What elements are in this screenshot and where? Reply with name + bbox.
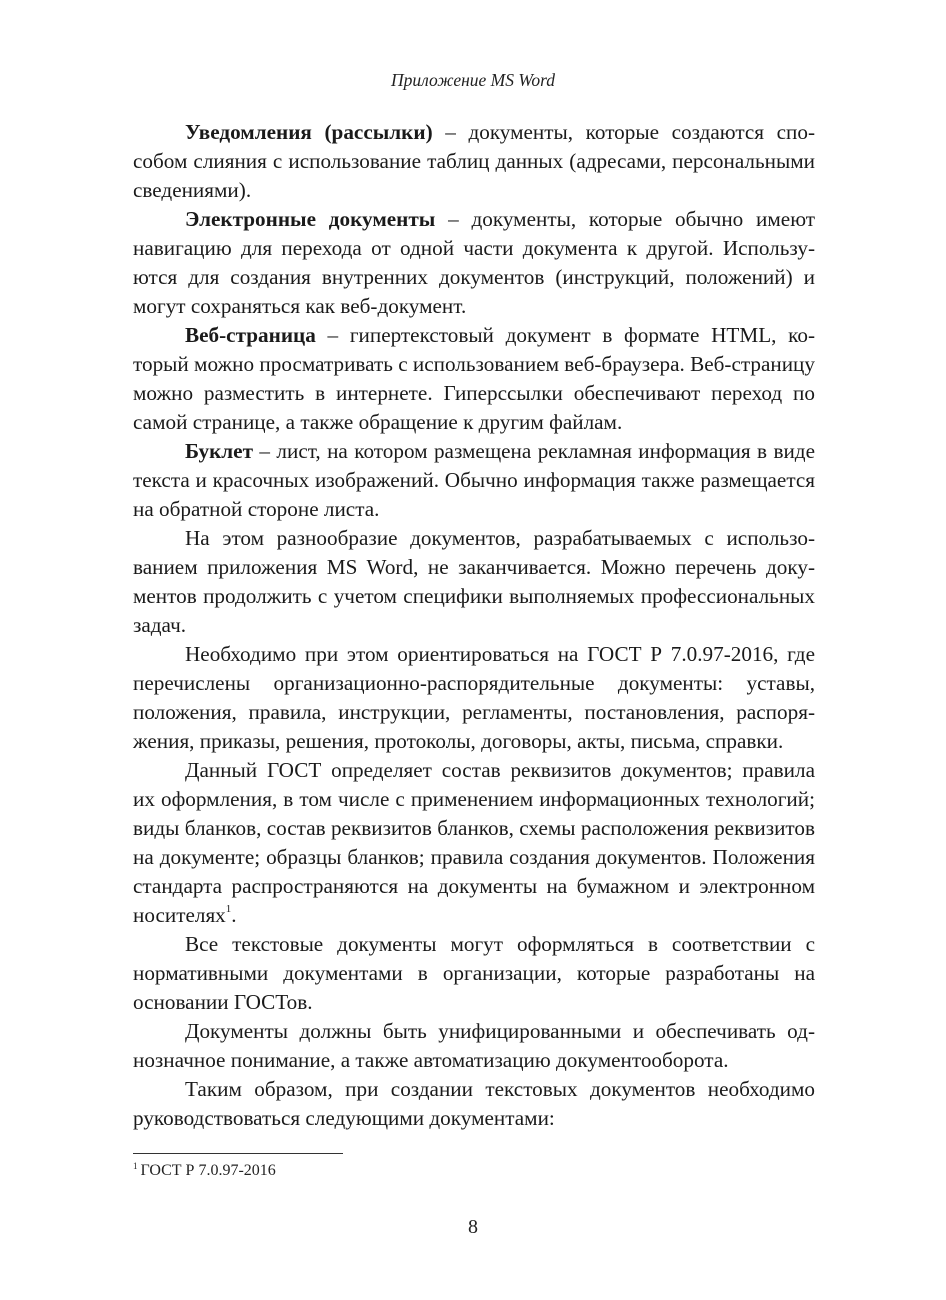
paragraph-text: Данный ГОСТ определяет состав реквизитов документов; правила их оформления, в том числе с применением информационных технологий; виды бланков, состав реквизитов бланков, схемы расположения реквизитов на документе; образцы бланков; правила создания документов. Положения стандарта распространяются на документы на бумажном и электронном носителях [133, 758, 815, 927]
paragraph-text: – документы, которые создаются способом слияния с использование таблиц данных (адресами, персональными сведениями). [133, 120, 816, 202]
paragraph-end: . [231, 903, 237, 927]
footnote-separator [133, 1153, 343, 1154]
term-web-page: Веб-страница [185, 323, 316, 347]
paragraph-text: – гипертекстовый документ в формате HTML, который можно просматривать с использованием веб-браузера. Веб-страницу можно разместить в интернете. Гиперссылки обеспечивают переход по самой странице, а также обращение к другим файлам. [133, 323, 815, 434]
paragraph-normative: Все текстовые документы могут оформляться в соответствии с нормативными документами в организации, которые разработаны на основании ГОСТов. [133, 932, 815, 1014]
running-header: Приложение MS Word [390, 70, 556, 90]
paragraph-gost-reference: Необходимо при этом ориентироваться на ГОСТ Р 7.0.97-2016, где перечислены организационно-распорядительные документы: уставы, положения, правила, инструкции, регламенты, постановления, распоряжения, приказы, решения, протоколы, договоры, акты, письма, справки. [133, 642, 815, 753]
paragraph-unified: Документы должны быть унифицированными и обеспечивать однозначное понимание, а также автоматизацию документооборота. [133, 1019, 815, 1072]
paragraph-variety: На этом разнообразие документов, разрабатываемых с использованием приложения MS Word, не заканчивается. Можно перечень документов продолжить с учетом специфики выполняемых профессиональных задач. [133, 526, 815, 637]
paragraph-conclusion: Таким образом, при создании текстовых документов необходимо руководствоваться следующими документами: [133, 1077, 815, 1130]
footnote [133, 1161, 276, 1180]
footnote-marker: 1 [133, 1161, 138, 1171]
paragraph-booklet [133, 437, 815, 524]
paragraph-text: – лист, на котором размещена рекламная информация в виде текста и красочных изображений. Обычно информация также размещается на обратной стороне листа. [133, 439, 815, 521]
page-body [133, 118, 815, 1133]
paragraph-notifications [133, 118, 815, 205]
term-booklet: Буклет [185, 439, 253, 463]
footnote-reference[interactable]: 1 [225, 903, 232, 915]
term-electronic-documents: Электронные документы [185, 207, 436, 231]
term-notifications: Уведомления (рассылки) [185, 120, 433, 144]
paragraph-electronic-documents [133, 205, 815, 321]
paragraph-text: – документы, которые обычно имеют навигацию для перехода от одной части документа к другой. Используются для создания внутренних документов (инструкций, положений) и могут сохраняться как веб-документ. [133, 207, 815, 318]
paragraph-gost-scope [133, 756, 815, 930]
paragraph-web-page [133, 321, 815, 437]
page-number: 8 [468, 1216, 478, 1238]
footnote-text: ГОСТ Р 7.0.97-2016 [140, 1162, 276, 1179]
